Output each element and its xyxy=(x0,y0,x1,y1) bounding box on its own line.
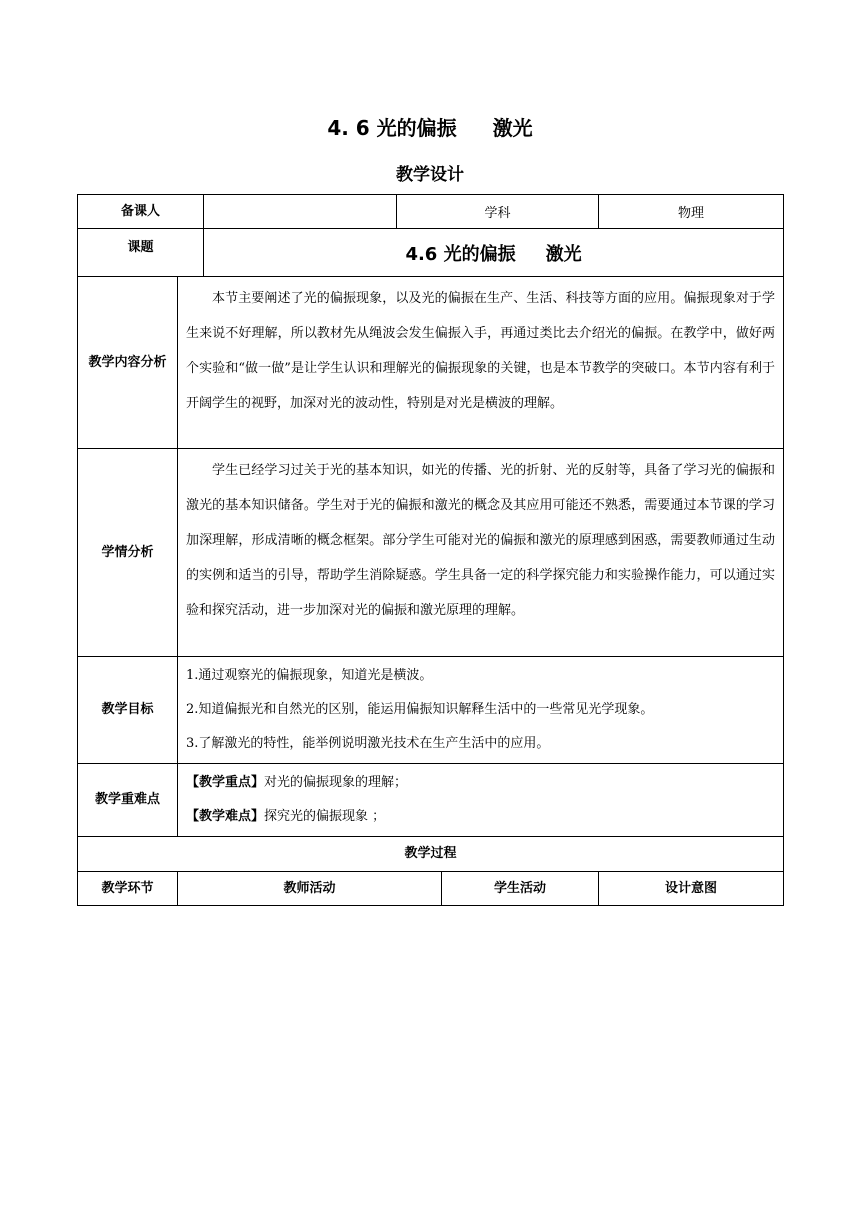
content-analysis-text: 本节主要阐述了光的偏振现象，以及光的偏振在生产、生活、科技等方面的应用。偏振现象对于学生来说不好理解，所以教材先从绳波会发生偏振入手，再通过类比去介绍光的偏振。在教学中，做好两个实验和“做一做”是让学生认识和理解光的偏振现象的关键，也是本节教学的突破口。本节内容有利于开阔学生的视野，加深对光的波动性，特别是对光是横波的理解。 xyxy=(178,277,784,449)
focus-text: 对光的偏振现象的理解； xyxy=(264,775,408,790)
content-analysis-label: 教学内容分析 xyxy=(78,277,178,449)
document-title xyxy=(0,112,860,141)
header-row xyxy=(78,195,784,229)
topic-row xyxy=(78,229,784,277)
difficulty-text: 探究光的偏振现象 ； xyxy=(264,809,386,824)
objectives-label: 教学目标 xyxy=(78,657,178,764)
difficulty-line xyxy=(186,800,775,834)
column-header-stage: 教学环节 xyxy=(78,872,178,906)
document-subtitle: 教学设计 xyxy=(396,165,464,185)
difficulty-tag: 【教学难点】 xyxy=(186,809,265,824)
title-part-2: 激光 xyxy=(492,116,533,140)
preparer-value xyxy=(204,195,397,229)
key-points-label: 教学重难点 xyxy=(78,764,178,837)
process-heading: 教学过程 xyxy=(78,837,784,872)
title-part-1: 4. 6 光的偏振 xyxy=(327,116,457,140)
column-header-design-intent: 设计意图 xyxy=(599,872,784,906)
topic-label: 课题 xyxy=(78,229,204,277)
objectives-list xyxy=(178,657,784,764)
column-header-student-activity: 学生活动 xyxy=(442,872,599,906)
student-analysis-label: 学情分析 xyxy=(78,449,178,657)
preparer-label: 备课人 xyxy=(78,195,204,229)
lesson-plan-table xyxy=(77,194,784,906)
focus-tag: 【教学重点】 xyxy=(186,775,265,790)
key-points-content xyxy=(178,764,784,837)
key-points-row xyxy=(78,764,784,837)
topic-value-part-1: 4.6 光的偏振 xyxy=(405,243,516,265)
topic-value xyxy=(204,229,784,277)
lesson-plan-sheet xyxy=(77,194,783,906)
process-heading-row xyxy=(78,837,784,872)
content-analysis-row xyxy=(78,277,784,449)
subject-label: 学科 xyxy=(397,195,599,229)
subject-value: 物理 xyxy=(599,195,784,229)
student-analysis-row xyxy=(78,449,784,657)
student-analysis-text: 学生已经学习过关于光的基本知识，如光的传播、光的折射、光的反射等，具备了学习光的偏振和激光的基本知识储备。学生对于光的偏振和激光的概念及其应用可能还不熟悉，需要通过本节课的学习加深理解，形成清晰的概念框架。部分学生可能对光的偏振和激光的原理感到困惑，需要教师通过生动的实例和适当的引导，帮助学生消除疑惑。学生具备一定的科学探究能力和实验操作能力，可以通过实验和探究活动，进一步加深对光的偏振和激光原理的理解。 xyxy=(178,449,784,657)
column-header-teacher-activity: 教师活动 xyxy=(178,872,442,906)
focus-line xyxy=(186,766,775,800)
objective-item: 1.通过观察光的偏振现象，知道光是横波。 xyxy=(186,668,433,683)
process-columns-row xyxy=(78,872,784,906)
objective-item: 3.了解激光的特性，能举例说明激光技术在生产生活中的应用。 xyxy=(186,736,550,751)
topic-value-part-2: 激光 xyxy=(545,243,582,265)
objective-item: 2.知道偏振光和自然光的区别，能运用偏振知识解释生活中的一些常见光学现象。 xyxy=(186,702,654,717)
objectives-row xyxy=(78,657,784,764)
